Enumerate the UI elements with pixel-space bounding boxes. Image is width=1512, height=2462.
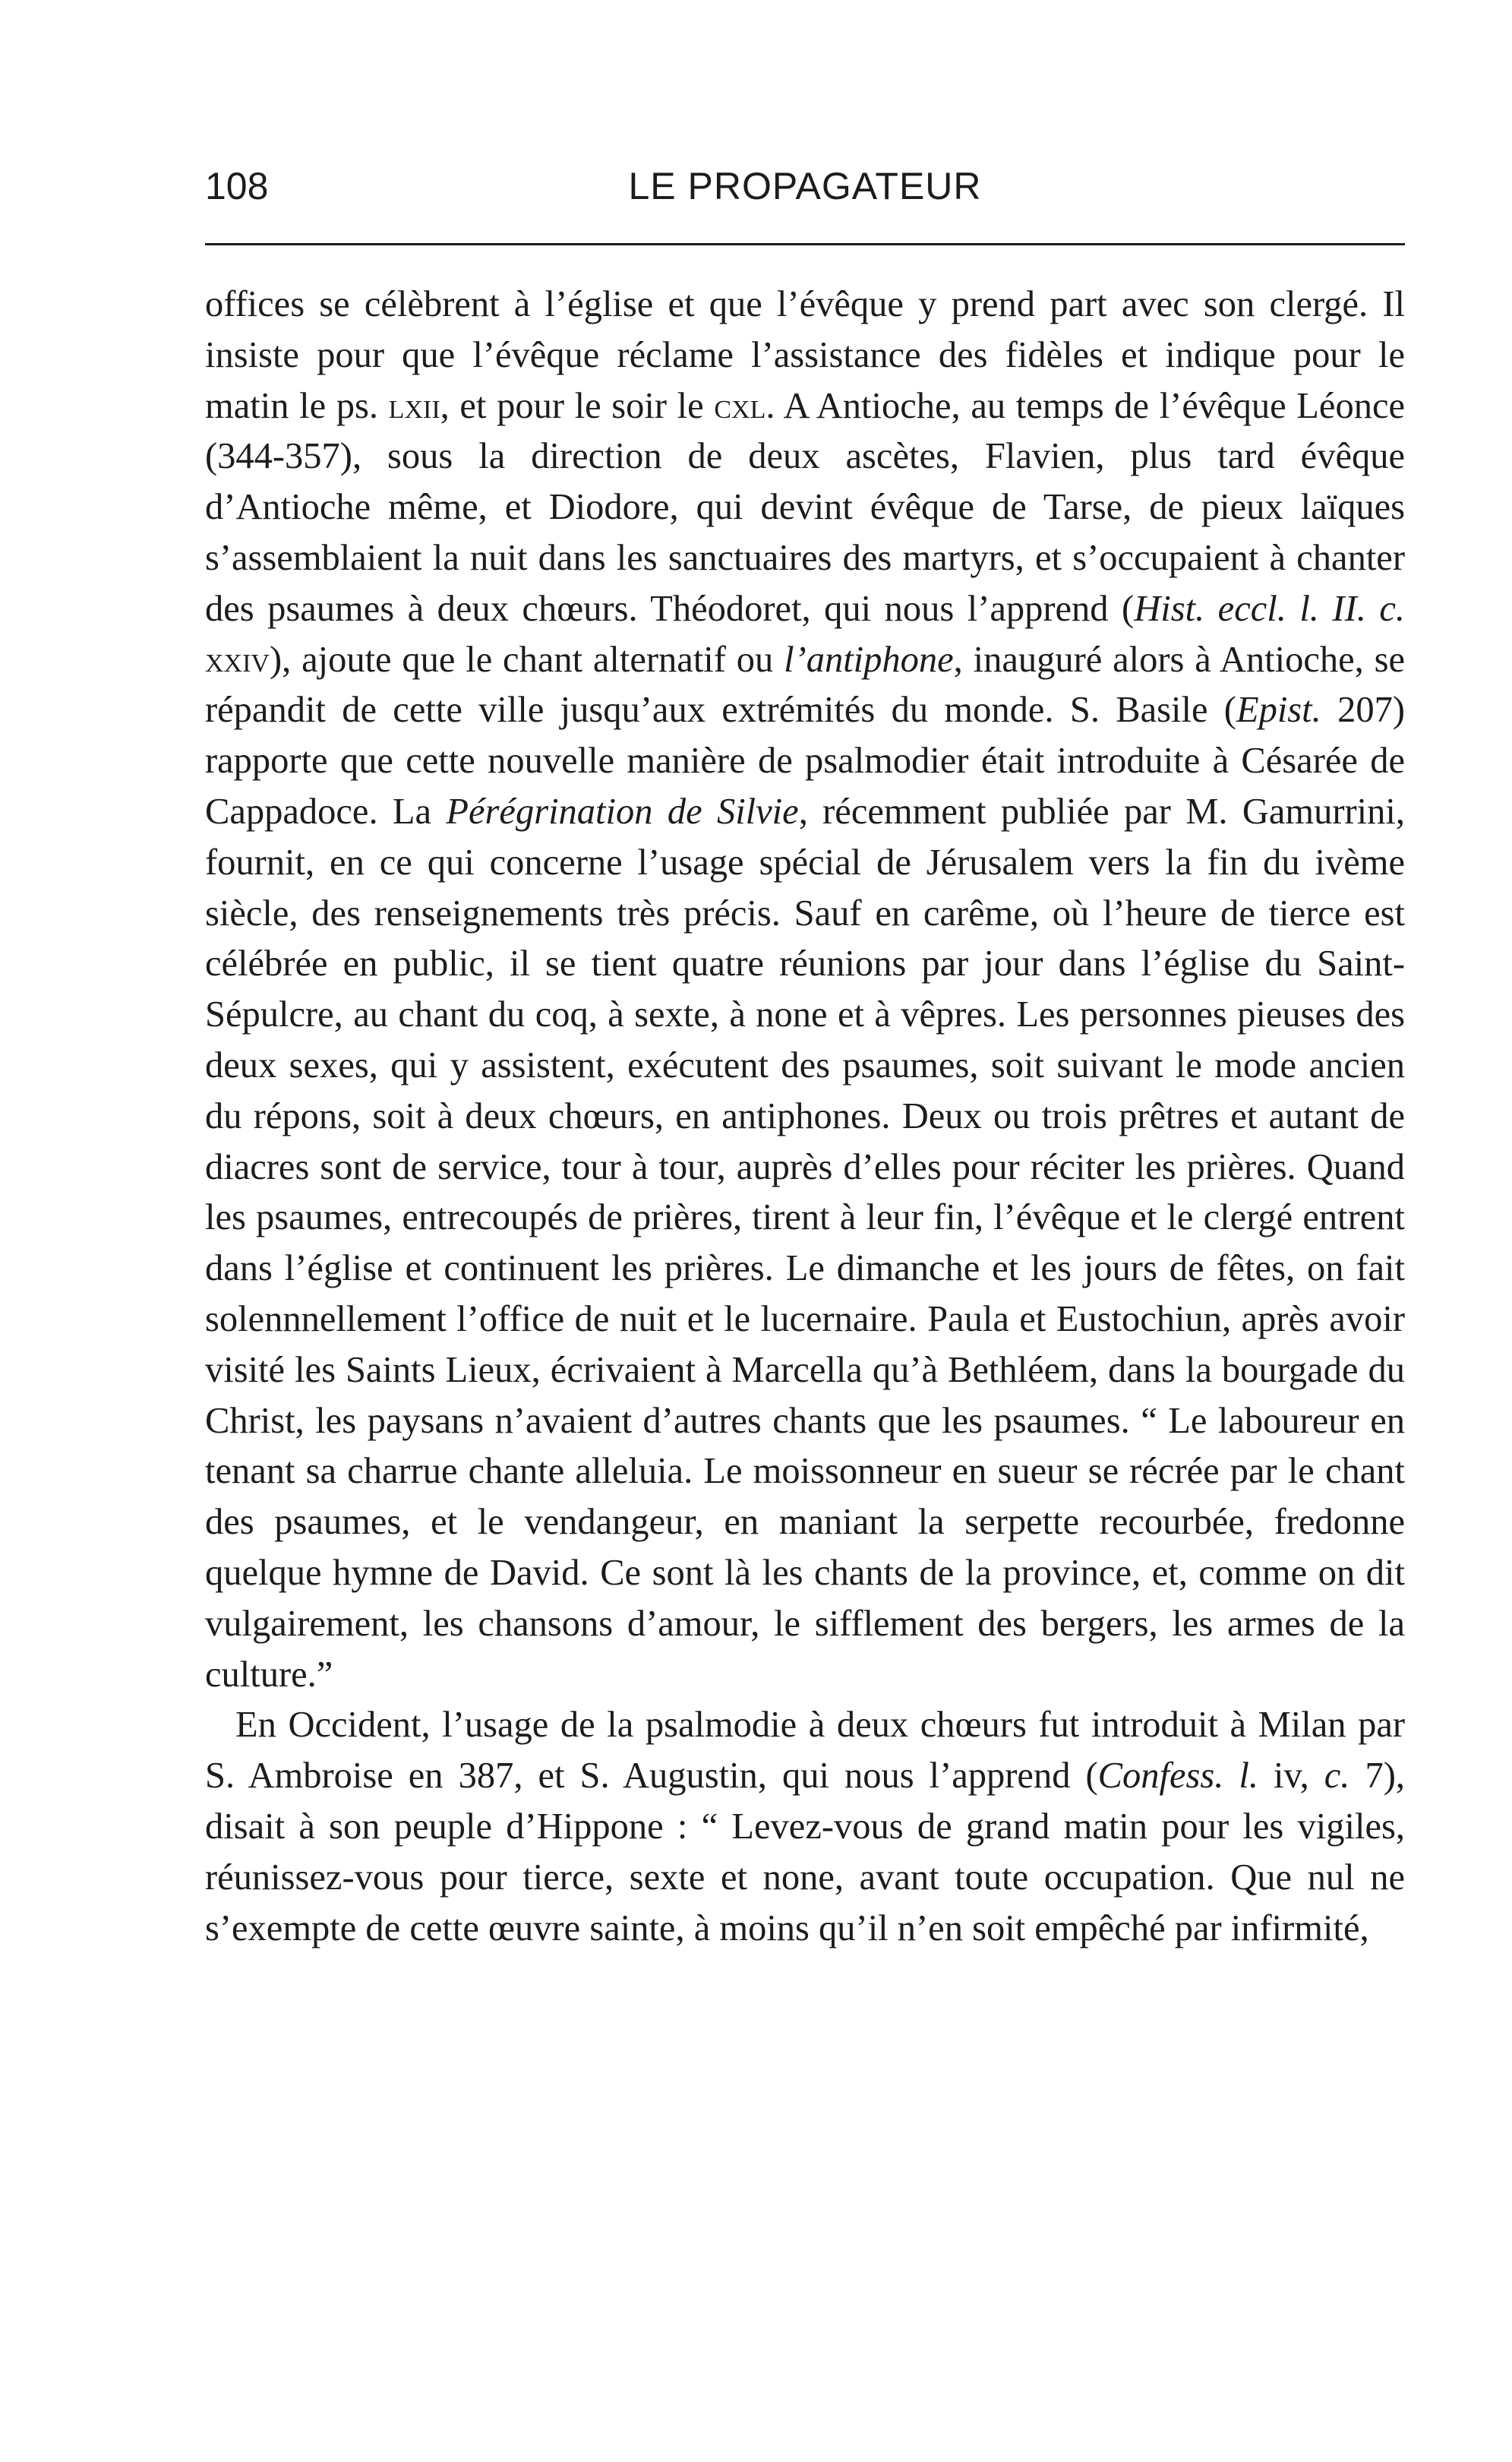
text-segment: Pérégrination de Silvie xyxy=(446,791,799,832)
page-header xyxy=(205,163,1405,216)
text-segment: ), ajoute que le chant alternatif ou xyxy=(269,639,784,680)
text-segment: En Occident, l’usage de la psalmodie à deux chœurs fut introduit à Milan par S. Ambroise en 387, et S. Augustin, qui nous l’apprend ( xyxy=(205,1705,1405,1797)
book-page xyxy=(205,0,1405,2462)
text-segment: offices se célèbrent à l’église et que l’évêque y prend part avec son clergé. Il insiste pour que l’évêque réclame l’assistance des fidèles et indique pour le matin le ps. xyxy=(205,284,1405,426)
text-segment: Confess. l. xyxy=(1097,1756,1259,1797)
text-segment: Hist. eccl. l. II. c. xyxy=(1134,588,1405,629)
text-segment: xxiv xyxy=(205,639,270,680)
text-segment: l’antiphone xyxy=(784,639,954,680)
text-segment: . A Antioche, au temps de l’évêque Léonce (344-357), sous la direction de deux ascètes, Flavien, plus tard évêque d’Antioche même, et Diodore, qui devint évêque de Tarse, de pieux laïques s’assemblaient la nuit dans les sanctuaires des martyrs, et s’occupaient à chanter des psaumes à deux chœurs. Théodoret, qui nous l’apprend ( xyxy=(205,385,1406,629)
text-segment: , inauguré alors à Antioche, se répandit de cette ville jusqu’aux extrémités du monde. S. Basile ( xyxy=(205,639,1405,731)
running-title: LE PROPAGATEUR xyxy=(628,165,982,207)
text-segment: Epist. xyxy=(1236,690,1321,731)
paragraph-2 xyxy=(205,1700,1405,1954)
text-segment: , et pour le soir le xyxy=(440,385,715,426)
text-segment: c. xyxy=(1324,1756,1350,1797)
text-segment: 7), disait à son peuple d’Hippone : “ Levez-vous de grand matin pour les vigiles, réunissez-vous pour tierce, sexte et none, avant toute occupation. Que nul ne s’exempte de cette œuvre sainte, à moins qu’il n’en soit empêché par infirmité, xyxy=(205,1756,1405,1948)
paragraph-1 xyxy=(205,280,1405,1700)
text-segment: iv, xyxy=(1258,1756,1324,1797)
header-rule xyxy=(205,243,1405,245)
text-segment: 207) rapporte que cette nouvelle manière de psalmodier était introduite à Césarée de Cappadoce. La xyxy=(205,690,1405,832)
page-number: 108 xyxy=(205,165,269,207)
text-segment: cxl xyxy=(714,385,766,426)
text-segment: , récemment publiée par M. Gamurrini, fournit, en ce qui concerne l’usage spécial de Jérusalem vers la fin du ivème siècle, des renseignements très précis. Sauf en carême, où l’heure de tierce est célébrée en public, il se tient quatre réunions par jour dans l’église du Saint-Sépulcre, au chant du coq, à sexte, à none et à vêpres. Les personnes pieuses des deux sexes, qui y assistent, exécutent des psaumes, soit suivant le mode ancien du répons, soit à deux chœurs, en antiphones. Deux ou trois prêtres et autant de diacres sont de service, tour à tour, auprès d’elles pour réciter les prières. Quand les psaumes, entrecoupés de prières, tirent à leur fin, l’évêque et le clergé entrent dans l’église et continuent les prières. Le dimanche et les jours de fêtes, on fait solennnellement l’office de nuit et le lucernaire. Paula et Eustochiun, après avoir visité les Saints Lieux, écrivaient à Marcella qu’à Bethléem, dans la bourgade du Christ, les paysans n’avaient d’autres chants que les psaumes. “ Le laboureur en tenant sa charrue chante alleluia. Le moissonneur en sueur se récrée par le chant des psaumes, et le vendangeur, en maniant la serpette recourbée, fredonne quelque hymne de David. Ce sont là les chants de la province, et, comme on dit vulgairement, les chansons d’amour, le sifflement des bergers, les armes de la culture.” xyxy=(205,791,1406,1695)
text-segment: lxii xyxy=(388,385,440,426)
body-text xyxy=(205,280,1405,1954)
